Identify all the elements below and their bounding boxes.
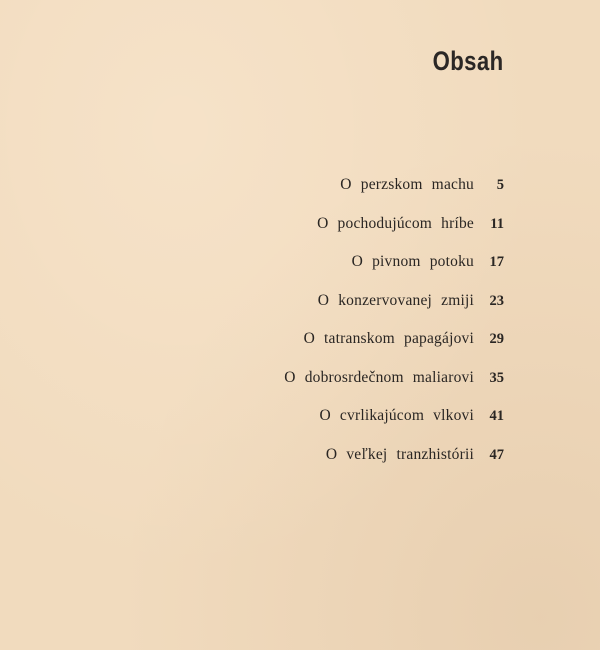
toc-entry-page-number: 47	[489, 446, 504, 463]
page-title: Obsah	[433, 46, 504, 76]
toc-entry-page-number: 41	[489, 408, 504, 424]
toc-entry-title: O pochodujúcom hríbe	[317, 214, 474, 232]
toc-entry	[144, 292, 504, 331]
toc-entry-title: O tatranskom papagájovi	[303, 330, 474, 347]
toc-entry-title: O pivnom potoku	[351, 253, 474, 270]
toc-entry-page-number: 11	[490, 215, 504, 232]
table-of-contents	[144, 176, 504, 484]
toc-entry	[144, 407, 504, 446]
toc-entry	[144, 215, 504, 254]
toc-entry	[144, 330, 504, 369]
toc-entry-page-number: 23	[489, 292, 504, 309]
toc-entry	[144, 253, 504, 292]
toc-entry-title: O veľkej tranzhistórii	[325, 445, 474, 463]
toc-entry-page-number: 17	[489, 254, 504, 270]
toc-entry	[144, 176, 504, 215]
toc-entry	[144, 369, 504, 408]
toc-entry-title: O dobrosrdečnom maliarovi	[284, 368, 474, 386]
toc-entry-page-number: 5	[496, 177, 504, 193]
toc-entry-page-number: 29	[489, 331, 504, 347]
toc-entry	[144, 446, 504, 485]
toc-entry-title: O konzervovanej zmiji	[317, 291, 474, 309]
toc-entry-page-number: 35	[489, 369, 504, 386]
toc-entry-title: O cvrlikajúcom vlkovi	[319, 407, 474, 424]
toc-entry-title: O perzskom machu	[340, 176, 474, 193]
